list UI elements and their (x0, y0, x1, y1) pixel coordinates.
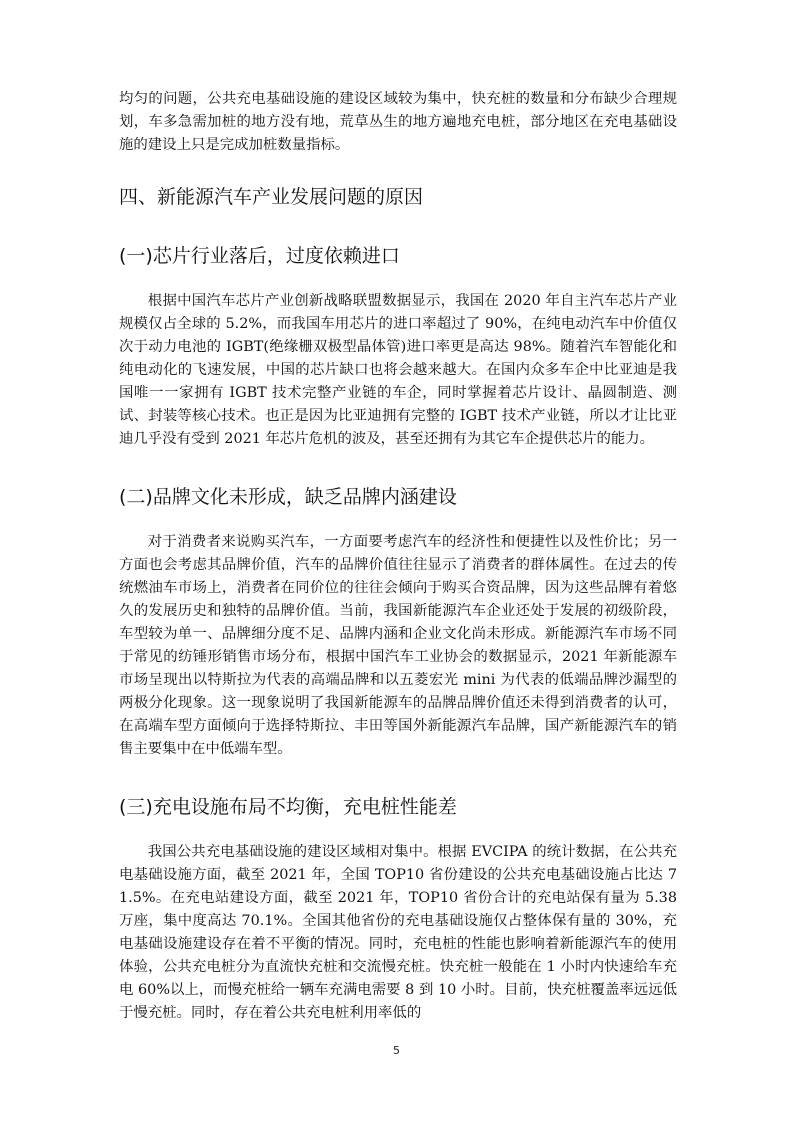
section-heading: 四、新能源汽车产业发展问题的原因 (119, 186, 424, 208)
paragraph-chips: 根据中国汽车芯片产业创新战略联盟数据显示，我国在 2020 年自主汽车芯片产业规模仅占全球的 5.2%，而我国车用芯片的进口率超过了 90%，在纯电动汽车中价值仅次于动力电池的 IGBT(绝缘栅双极型晶体管)进口率更是高达 98%。随着汽车智能化和纯电动化的飞速发展，中国的芯片缺口也将会越来越大。在国内众多车企中比亚迪是我国唯一一家拥有 IGBT 技术完整产业链的车企，同时掌握着芯片设计、晶圆制造、测试、封装等核心技术。也正是因为比亚迪拥有完整的 IGBT 技术产业链，所以才让比亚迪几乎没有受到 2021 年芯片危机的波及，甚至还拥有为其它车企提供芯片的能力。 (119, 293, 677, 447)
page-number: 5 (393, 1044, 400, 1057)
paragraph-brand: 对于消费者来说购买汽车，一方面要考虑汽车的经济性和便捷性以及性价比；另一方面也会考虑其品牌价值，汽车的品牌价值往往显示了消费者的群体属性。在过去的传统燃油车市场上，消费者在同价位的往往会倾向于购买合资品牌，因为这些品牌有着悠久的发展历史和独特的品牌价值。当前，我国新能源汽车企业还处于发展的初级阶段，车型较为单一、品牌细分度不足、品牌内涵和企业文化尚未形成。新能源汽车市场不同于常见的纺锤形销售市场分布，根据中国汽车工业协会的数据显示，2021 年新能源车市场呈现出以特斯拉为代表的高端品牌和以五菱宏光 mini 为代表的低端品牌沙漏型的两极分化现象。这一现象说明了我国新能源车的品牌品牌价值还未得到消费者的认可，在高端车型方面倾向于选择特斯拉、丰田等国外新能源汽车品牌，国产新能源汽车的销售主要集中在中低端车型。 (119, 534, 677, 757)
paragraph-charging: 我国公共充电基础设施的建设区域相对集中。根据 EVCIPA 的统计数据，在公共充电基础设施方面，截至 2021 年，全国 TOP10 省份建设的公共充电基础设施占比达 71.5%。在充电站建设方面，截至 2021 年，TOP10 省份合计的充电站保有量为 5.38 万座，集中度高达 70.1%。全国其他省份的充电基础设施仅占整体保有量的 30%，充电基础设施建设存在着不平衡的情况。同时，充电桩的性能也影响着新能源汽车的使用体验，公共充电桩分为直流快充桩和交流慢充桩。快充桩一般能在 1 小时内快速给车充电 60%以上，而慢充桩给一辆车充满电需要 8 到 10 小时。目前，快充桩覆盖率远远低于慢充桩。同时，存在着公共充电桩利用率低的 (119, 844, 677, 1021)
page-content (119, 88, 677, 1025)
subsection-heading-2: (二)品牌文化未形成，缺乏品牌内涵建设 (119, 486, 457, 508)
subsection-heading-3: (三)充电设施布局不均衡，充电桩性能差 (119, 796, 457, 818)
subsection-heading-1: (一)芯片行业落后，过度依赖进口 (119, 245, 400, 267)
paragraph-continued: 均匀的问题，公共充电基础设施的建设区域较为集中，快充桩的数量和分布缺少合理规划，车多急需加桩的地方没有地，荒草丛生的地方遍地充电桩，部分地区在充电基础设施的建设上只是完成加桩数量指标。 (119, 91, 677, 153)
